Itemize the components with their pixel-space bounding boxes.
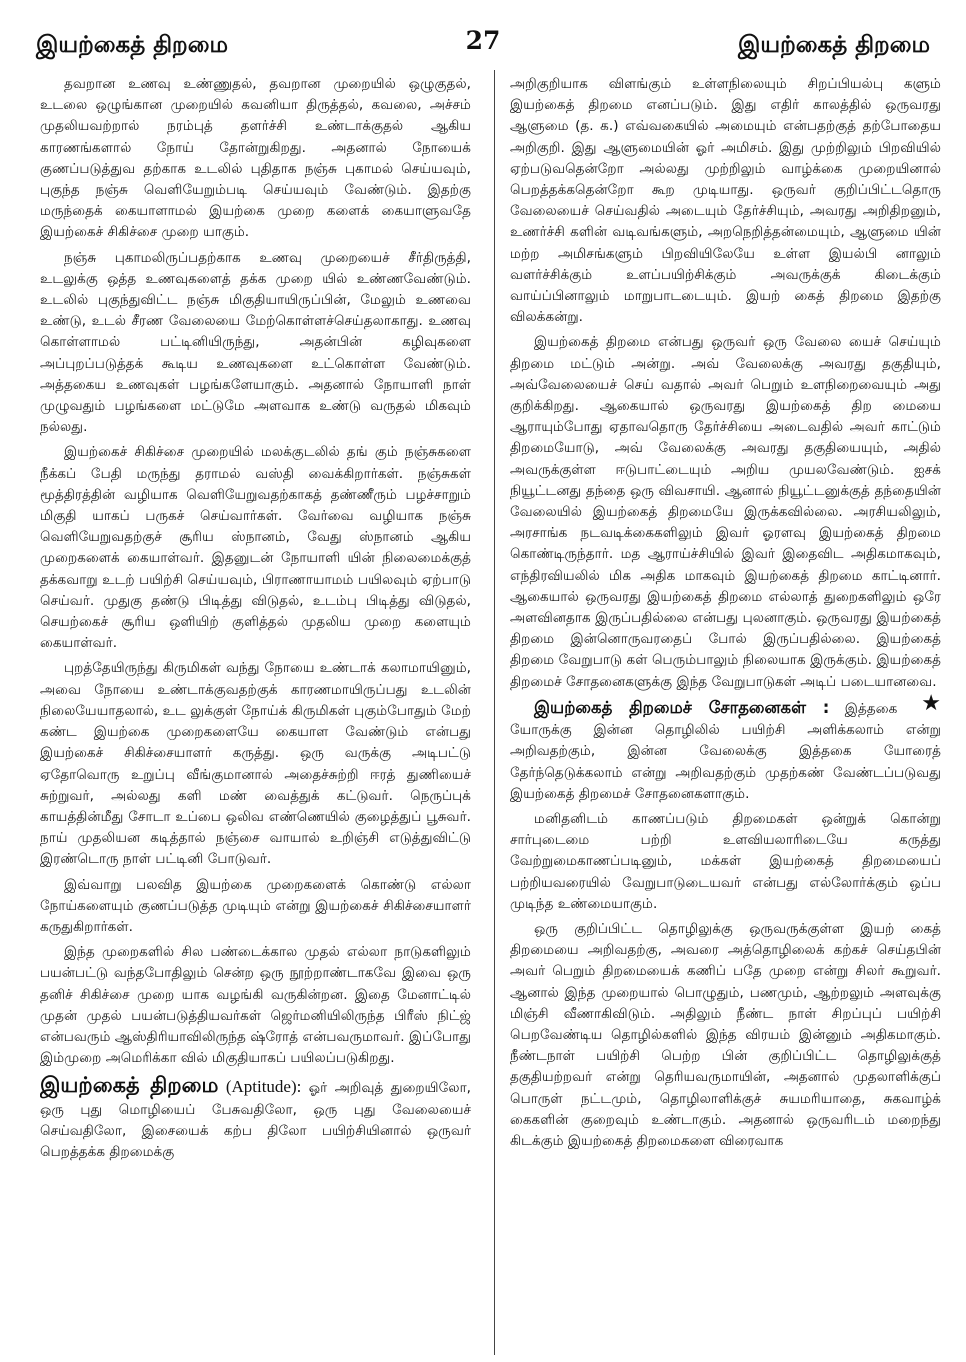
entry-body: ஓர் அறிவுத் துறையிலோ, ஒரு புது மொழியைப் பேசுவதிலோ, ஒரு புது வேலையைச் செய்வதிலோ, இசையைக் கற்ப திலோ பயிற்சியினால் ஒருவர் பெறத்தக்க திறமைக்கு [40,1080,471,1160]
running-title-left: இயற்கைத் திறமை [36,32,228,58]
paragraph: ஒரு குறிப்பிட்ட தொழிலுக்கு ஒருவருக்குள்ள இயற் கைத் திறமையை அறிவதற்கு, அவரை அத்தொழிலைக் கற்கச் செய்தபின் அவர் பெறும் திறமையைக் கணிப் பதே முறை என்று சிலர் கூறுவர். ஆனால் இந்த முறையால் பொழுதும், பணமும், ஆற்றலும் அளவுக்கு மிஞ்சி வீணாகிவிடும். அதிலும் நீண்ட நாள் சிறப்புப் பயிற்சி பெறவேண்டிய தொழில்களில் இந்த விரயம் இன்னும் அதிகமாகும். நீண்டநாள் பயிற்சி பெற்ற பின் குறிப்பிட்ட தொழிலுக்குத் தகுதியற்றவர் என்று தெரியவருமாயின், அதனால் முதலாளிக்குப் பொருள் நட்டமும், தொழிலாளிக்குச் சுயமரியாதை, சுகவாழ்க் கைகளின் குறைவும் உண்டாகும். அதனால் ஒருவரிடம் மறைந்து கிடக்கும் இயற்கைத் திறமைகளை விரைவாக [510,920,941,1149]
subentry-body: இத்தகை யோருக்கு இன்ன தொழிலில் பயிற்சி அளிக்கலாம் என்று அறிவதற்கும், இன்ன வேலைக்கு இத்தகை யோரைத் தேர்ந்தெடுக்கலாம் என்று அறிவதற்கும் முதற்கண் வேண்டப்படுவது இயற்கைத் திறமைச் சோதனைகளாகும். [510,700,941,802]
page-header [36,22,930,66]
paragraph [510,332,941,716]
paragraph: அறிகுறியாக விளங்கும் உள்ளநிலையும் சிறப்பியல்பு களும் இயற்கைத் திறமை எனப்படும். இது எதிர் காலத்தில் ஒருவரது ஆளுமை (த. க.) எவ்வகையில் அமையும் என்பதற்குத் தற்போதைய அறிகுறி. இது ஆளுமையின் ஓர் அமிசம். இது முற்றிலும் பிறவியில் ஏற்படுவதென்றோ அல்லது முற்றிலும் வாழ்க்கை முறையினால் பெறத்தக்கதென்றோ கூற முடியாது. ஒருவர் குறிப்பிட்டதொரு வேலையைச் செய்வதில் அடையும் தேர்ச்சியும், அவரது அறிதிறனும், உணர்ச்சி களின் வடிவங்களும், அறநெறித்தன்மையும், ஆளுமை யின் மற்ற அமிசங்களும் பிறவியிலேயே உள்ள இயல்பி னாலும் வளர்ச்சிக்கும் உளப்பயிற்சிக்கும் அவருக்குக் கிடைக்கும் வாய்ப்பினாலும் மாறுபாடடையும். இயற் கைத் திறமை இதற்கு விலக்கன்று. [510,76,941,326]
right-column [510,74,941,1352]
entry-heading: இயற்கைத் திறமை [40,1073,219,1098]
paragraph: இந்த முறைகளில் சில பண்டைக்கால முதல் எல்லா நாடுகளிலும் பயன்பட்டு வந்தபோதிலும் சென்ற ஒரு நூற்றாண்டாகவே இவை ஒரு தனிச் சிகிச்சை முறை யாக வழங்கி வருகின்றன. இதை மேனாட்டில் முதன் முதல் பயன்படுத்தியவர்கள் ஜெர்மனியிலிருந்த பிரீஸ் நிட்ஜ் என்பவரும் ஆஸ்திரியாவிலிருந்த ஷ்ரோத் என்பவருமாவர். இப்போது இம்முறை அமெரிக்கா வில் மிகுதியாகப் பயிலப்படுகிறது. [40,944,471,1067]
paragraph: இவ்வாறு பலவித இயற்கை முறைகளைக் கொண்டு எல்லா நோய்களையும் குணப்படுத்த முடியும் என்று இயற்கைச் சிகிச்சையாளர் கருதுகிறார்கள். [40,876,471,935]
paragraph-text: இயற்கைத் திறமை என்பது ஒருவர் ஒரு வேலை யைச் செய்யும் திறமை மட்டும் அன்று. அவ் வேலைக்கு அவரது தகுதியும், அவ்வேலையைச் செய் வதால் அவர் பெறும் உளநிறைவையும் அது குறிக்கிறது. ஆகையால் ஒருவரது இயற்கைத் திற மையை ஆராயும்போது ஏதாவதொரு தேர்ச்சியை அடைவதில் அவர் காட்டும் திறமையோடு, அவ் வேலைக்கு அவரது தகுதியையும், அதில் அவருக்குள்ள ஈடுபாட்டையும் அறிய முயலவேண்டும். ஐசக் நியூட்டனது தந்தை ஒரு விவசாயி. ஆனால் நியூட்டனுக்குத் தந்தையின் வேலையில் இயற்கைத் திறமையே இருக்கவில்லை. அரசியலிலும், அரசாங்க நடவடிக்கைகளிலும் இவர் ஓரளவு இயற்கைத் திறமை கொண்டிருந்தார். மத ஆராய்ச்சியில் இவர் இதைவிட அதிகமாகவும், எந்திரவியலில் மிக அதிக மாகவும் இயற்கைத் திறமை காட்டினார். ஆகையால் ஒருவரது இயற்கைத் திறமை எல்லாத் துறைகளிலும் ஒரே அளவினதாக இருப்பதில்லை என்பது புலனாகும். ஒருவரது இயற்கைத் திறமை இன்னொருவரதைப் போல் இருப்பதில்லை. இயற்கைத் திறமை வேறுபாடு கள் பெரும்பாலும் நிலையாக இருக்கும். இயற்கைத் திறமைச் சோதனைகளுக்கு இந்த வேறுபாடுகள் அடிப் படையானவை. [510,334,941,690]
paragraph: இயற்கைச் சிகிச்சை முறையில் மலக்குடலில் தங் கும் நஞ்சுகளை நீக்கப் பேதி மருந்து தராமல் வஸ்தி வைக்கிறார்கள். நஞ்சுகள் மூத்திரத்தின் வழியாக வெளியேறுவதற்காகத் தண்ணீரும் பழச்சாறும் மிகுதி யாகப் பருகச் செய்வார்கள். வேர்வை வழியாக நஞ்சு வெளியேறுவதற்குச் சூரிய ஸ்நானம், வேது ஸ்நானம் ஆகிய முறைகளைக் கையாள்வர். இதனுடன் நோயாளி யின் நிலைமைக்குத் தக்கவாறு உடற் பயிற்சி செய்யவும், பிராணாயாமம் பயிலவும் ஏற்பாடு செய்வர். முதுகு தண்டு பிடித்து விடுதல், உடம்பு பிடித்து விடுதல், செயற்கைச் சூரிய ஒளியிற் குளித்தல் முதலிய முறை களையும் கையாள்வர். [40,444,471,652]
paragraph: நஞ்சு புகாமலிருப்பதற்காக உணவு முறையைச் சீர்திருத்தி, உடலுக்கு ஒத்த உணவுகளைத் தக்க முறை யில் உண்ணவேண்டும். உடலில் புகுந்துவிட்ட நஞ்சு மிகுதியாயிருப்பின், மேலும் உணவை உண்டு, உடல் சீரண வேலையை மேற்கொள்ளச்செய்தலாகாது. உணவு கொள்ளாமல் பட்டினியிருந்து, அதன்பின் கழிவுகளை அப்புறப்படுத்தக் கூடிய உணவுகளை உட்கொள்ள வேண்டும். அத்தகைய உணவுகள் பழங்களேயாகும். அதனால் நோயாளி நாள் முழுவதும் பழங்களை மட்டுமே அளவாக உண்டு வருதல் மிகவும் நல்லது. [40,249,471,436]
paragraph: புறத்தேயிருந்து கிருமிகள் வந்து நோயை உண்டாக் கலாமாயினும், அவை நோயை உண்டாக்குவதற்குக் காரணமாயிருப்பது உடலின் நிலையேயாதலால், உட லுக்குள் நோய்க் கிருமிகள் புகும்போதும் மேற் கண்ட இயற்கை முறைகளையே கையாள வேண்டும் என்பது இயற்கைச் சிகிச்சையாளர் கருத்து. ஒரு வருக்கு அடிபட்டு ஏதோவொரு உறுப்பு வீங்குமானால் அதைச்சுற்றி ஈரத் துணியைச் சுற்றுவர், அல்லது களி மண் வைத்துக் கட்டுவர். நெருப்புக் காயத்தின்மீது சோடா உப்பை ஒலிவ எண்ணெயில் குழைத்துப் பூசுவர். நாய் முதலியன கடித்தால் நஞ்சை வாயால் உறிஞ்சி எடுத்துவிட்டு இரண்டொரு நாள் பட்டினி போடுவர். [40,660,471,868]
paragraph: தவறான உணவு உண்ணுதல், தவறான முறையில் ஒழுகுதல், உடலை ஒழுங்கான முறையில் கவனியா திருத்தல், கவலை, அச்சம் முதலியவற்றால் நரம்புத் தளர்ச்சி உண்டாக்குதல் ஆகிய காரணங்களால் நோய் தோன்றுகிறது. அதனால் நோயைக் குணப்படுத்துவ தற்காக உடலில் புதிதாக நஞ்சு புகாமல் செய்யவும், புகுந்த நஞ்சு வெளியேறும்படி செய்யவும் வேண்டும். இதற்கு மருந்தைக் கையாளாமல் இயற்கை முறை களைக் கையாளுவதே இயற்கைச் சிகிச்சை முறை யாகும். [40,76,471,241]
star-icon: ★ [921,690,941,716]
paragraph: மனிதனிடம் காணப்படும் திறமைகள் ஒன்றுக் கொன்று சார்புடைமை பற்றி உளவியலாரிடையே கருத்து வேற்றுமைகாணப்படினும், மக்கள் இயற்கைத் திறமையைப் பற்றியவரையில் வேறுபாடுடையவர் என்பது எல்லோர்க்கும் ஒப்ப முடிந்த உண்மையாகும். [510,810,941,912]
running-title-right: இயற்கைத் திறமை [738,32,930,58]
page-number: 27 [465,26,501,55]
subentry-heading: இயற்கைத் திறமைச் சோதனைகள் : [534,697,830,717]
left-column [40,74,471,1352]
aptitude-entry [40,1073,471,1163]
column-divider [494,70,495,1355]
aptitude-tests-entry [510,697,941,805]
entry-heading-english: (Aptitude): [225,1077,302,1097]
